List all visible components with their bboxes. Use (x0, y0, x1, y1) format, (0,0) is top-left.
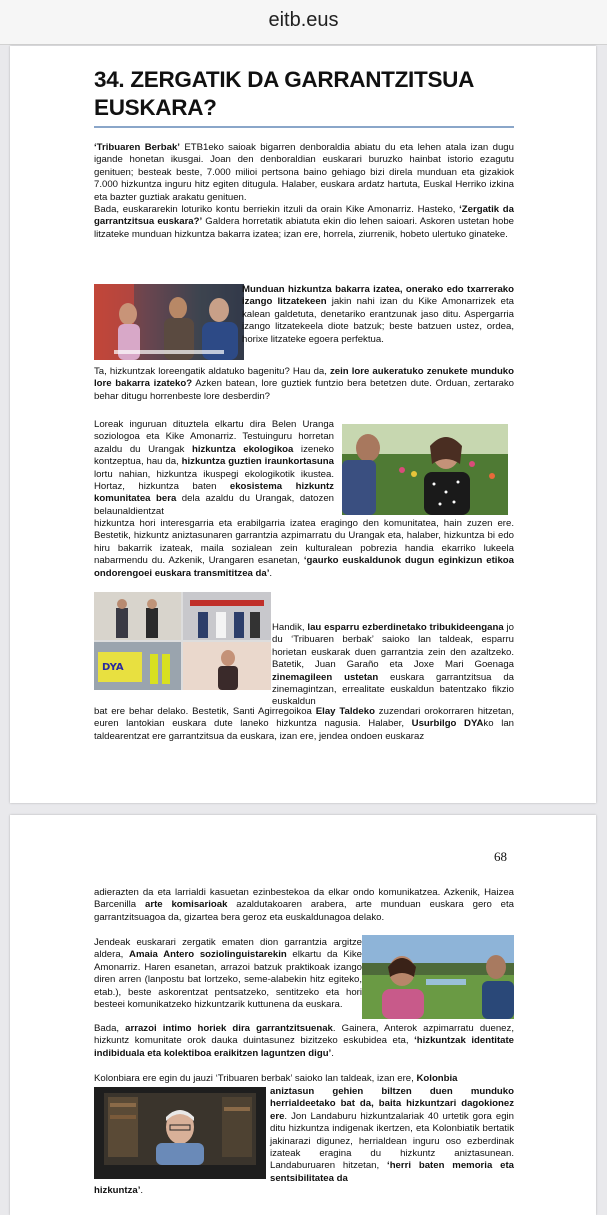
text-segment: Bada, euskararekin loturiko kontu berriekin itzuli da orain Kike Amonarriz. Hasteko, (94, 204, 460, 215)
title-underline (94, 126, 514, 128)
text-segment: jo du ‘Tribuaren berbak’ saioko lan taldeak, esparru horietan euskarak duen garrantzia zein den azaltzeko. Batetik, Juan Garaño eta Joxe Mari Goenaga (272, 622, 515, 671)
article-title: 34. ZERGATIK DA GARRANTZITSUA EUSKARA? (94, 67, 474, 120)
browser-address-bar[interactable] (0, 0, 607, 45)
tribe-collage-photo (94, 592, 271, 690)
bold-text-segment: ‘Tribuaren Berbak’ (94, 142, 180, 153)
bold-text-segment: hizkuntza guztien iraunkortasuna (181, 456, 334, 468)
text-segment: Azken batean, lore guztiek funtzio bera betetzen dute. Orduan, zertarako behar ditugu horrenbeste lore desberdin? (94, 378, 514, 402)
text-segment: ETB1eko saioak bigarren denboraldia abiatu du eta lehen atala izan dugu igande honetan ikusgai. Joan den denboraldian euskarari buruzko hainbat istorio ezagutu genituen; besteak beste, 7.000 milioi pertsona baino gehiago bizi direla munduan eta gizakiok 7.000 hizkuntza inguru hitz egiten ditugula. Halaber, euskara ardatz hartuta, Euskal Herriko izkina eta bazter guztiak arakatu genituen. (94, 142, 514, 203)
bold-text-segment: ‘gaurko euskaldunok dugun eginkizun etikoa ondorengoei euskara transmititzea da’ (94, 555, 514, 579)
text-segment: bat ere behar delako. Bestetik, Santi Agirregoikoa (94, 706, 316, 717)
paragraph-colombia (94, 1073, 514, 1085)
landaburu-interview-photo (94, 1087, 266, 1179)
bold-text-segment: aniztasun gehien biltzen duen munduko herrialdeetako bat da, baita hizkuntzari dagokionez ere (270, 1086, 514, 1122)
antero-interview-photo (362, 935, 514, 1019)
text-segment: hizkuntza hori interesgarria eta erabilgarria izatea eragingo den komunitatea, hain zuzen ere. Bestetik, hizkuntz aniztasunaren garrantzia azpimarratu du Urangak eta, halaber, hizkuntza bi edo hiru bakarrik izateak, maila sozialean zein kulturalean pobrezia handia ekarriko lukeela nabarmendu du. Azkenik, Urangaren esanetan, (94, 518, 514, 567)
paragraph-art-curator (94, 887, 514, 924)
street-interview-photo (94, 284, 244, 360)
paragraph-kike-intro (94, 204, 514, 241)
text-segment: Bada, (94, 1023, 126, 1034)
text-segment: zuzendari orokorraren hitzetan, euren lantokian euskara dute laneko hizkuntza nagusia. Halaber, (94, 706, 515, 730)
bold-text-segment: Amaia Antero soziolinguistarekin (129, 949, 287, 961)
text-segment: Handik, (272, 622, 308, 633)
text-segment: elkartu da Kike Amonarriz. Haren esanetan, arrazoi batzuk praktikoak izango diren arren (lanpostu bat lortzeko, seme-alabekin hitz egiteko, etab.), beste askorentzat pentsatzeko, sentitzeko eta hori besteei komunikatzeko hizkuntzarik kuttunena da euskara. (94, 949, 362, 1011)
bold-text-segment: hizkuntza ekologikoa (191, 443, 294, 455)
text-segment: . Jon Landaburu hizkuntzalariak 40 urtetik gora egin ditu hizkuntza indigenak ikertzen, eta Kolonbiatik bertatik jakinarazi digunez, herrialdean inguru oso ezberdinak izateak eragina du hizkuntz aniztasunean. Landaburuaren hitzetan, (270, 1110, 514, 1172)
bold-text-segment: arrazoi intimo horiek dira garrantzitsuenak (125, 1023, 333, 1034)
text-segment: lortu nahian, hizkuntza ikuspegi ekologikotik ikustea. Hortaz, hizkuntza baten (94, 468, 334, 493)
text-segment: jakin nahi izan du Kike Amonarrizek eta kalean galdetuta, denetariko erantzunak jaso ditu. Aspergarria izango litzatekeela diote batzuk; beste batzuen ustez, ordea, horixe litzateke egoera perfektua. (242, 296, 514, 345)
paragraph-landaburu-end (94, 1185, 514, 1197)
paragraph-four-areas (272, 622, 514, 709)
text-segment: . (331, 1047, 334, 1059)
paragraph-landaburu (270, 1086, 514, 1185)
text-segment: ko lan taldearentzat ere garrantzitsua da euskara, izan ere, jendea ondoen euskaraz (94, 718, 514, 742)
text-segment: . (269, 567, 273, 579)
bold-text-segment: arte komisarioak (145, 899, 228, 911)
paragraph-intimate-reasons (94, 1023, 514, 1060)
text-segment: Ta, hizkuntzak loreengatik aldatuko bagenitu? Hau da, (94, 366, 330, 377)
text-segment: dela azaldu du Urangak, datozen belaunaldientzat (94, 493, 334, 517)
svg-text:DYA: DYA (102, 662, 124, 673)
bold-text-segment: zinemagileen ustetan (272, 671, 379, 683)
bold-text-segment: Usurbilgo DYA (411, 718, 484, 730)
page-number: 68 (494, 849, 507, 864)
document-page-1 (10, 46, 596, 803)
text-segment: Kolonbiara ere egin du jauzi ‘Tribuaren berbak’ saioko lan taldeak, izan ere, (94, 1073, 417, 1084)
text-segment: . (140, 1185, 144, 1196)
text-segment: Loreak inguruan dituztela elkartu dira Belen Uranga soziologoa eta Kike Amonarriz. Testuinguru horretan azaldu du Urangak (94, 419, 334, 455)
text-segment: Jendeak euskarari zergatik ematen dion garrantzia argitze aldera, (94, 937, 362, 961)
flower-garden-photo (342, 424, 508, 515)
paragraph-antero (94, 937, 362, 1011)
text-segment: Galdera horretatik abiatuta ekin dio lehen saioari. Askoren ustetan hobe litzateke munduan hizkuntza bakarra izatea; izan ere, horrela, ziurrenik, hobeto ulertuko ginateke. (94, 216, 514, 240)
text-segment: . Gainera, Anterok azpimarratu duenez, hizkuntz komunitate orok dauka duintasunez bizitzeko eskubidea eta, (94, 1023, 514, 1047)
bold-text-segment: Munduan hizkuntza bakarra izatea, onerako edo txarrerako izango litzatekeen (242, 284, 514, 308)
bold-text-segment: ‘Zergatik da garrantzitsua euskara?’ (94, 204, 514, 228)
bold-text-segment: ekosistema hizkuntz komunitatea bera (94, 481, 334, 505)
text-segment: izeneko kontzeptua, hau da, (94, 443, 335, 468)
url-text[interactable]: eitb.eus (268, 9, 339, 31)
text-segment: azaldutakoaren arabera, arte munduan euskara gero eta garrantzitsuagoa da, gizartea bera geroz eta euskaldunagoa delako. (94, 899, 515, 923)
bold-text-segment: Kolonbia (416, 1073, 458, 1084)
document-page-2 (10, 815, 596, 1215)
bold-text-segment: Elay Taldeko (315, 706, 375, 717)
bold-text-segment: ‘hizkuntzak identitate indibiduala eta kolektiboa eraikitzen laguntzen digu’ (94, 1035, 515, 1059)
paragraph-flowers (94, 366, 514, 403)
bold-text-segment: zein lore aukeratuko zenukete munduko lore bakarra izateko? (94, 366, 514, 390)
text-segment: euskara garrantzitsua da zinemagintzan, errealitate euskaldun batentzako fikzio euskaldun (272, 671, 515, 708)
bold-text-segment: ‘herri baten memoria eta sentsibilitatea da (270, 1160, 514, 1184)
text-segment: adierazten da eta larrialdi kasuetan ezinbestekoa da elkar ondo komunikatzea. Azkenik, Haizea Barcenilla (94, 887, 514, 911)
paragraph-intro (94, 142, 514, 204)
paragraph-uranga (94, 419, 334, 518)
paragraph-single-language (242, 284, 514, 346)
bold-text-segment: lau esparru ezberdinetako tribukideengana (307, 622, 504, 633)
paragraph-uranga-cont (94, 518, 514, 580)
bold-text-segment: hizkuntza’ (94, 1185, 141, 1196)
paragraph-four-areas-cont (94, 706, 514, 743)
